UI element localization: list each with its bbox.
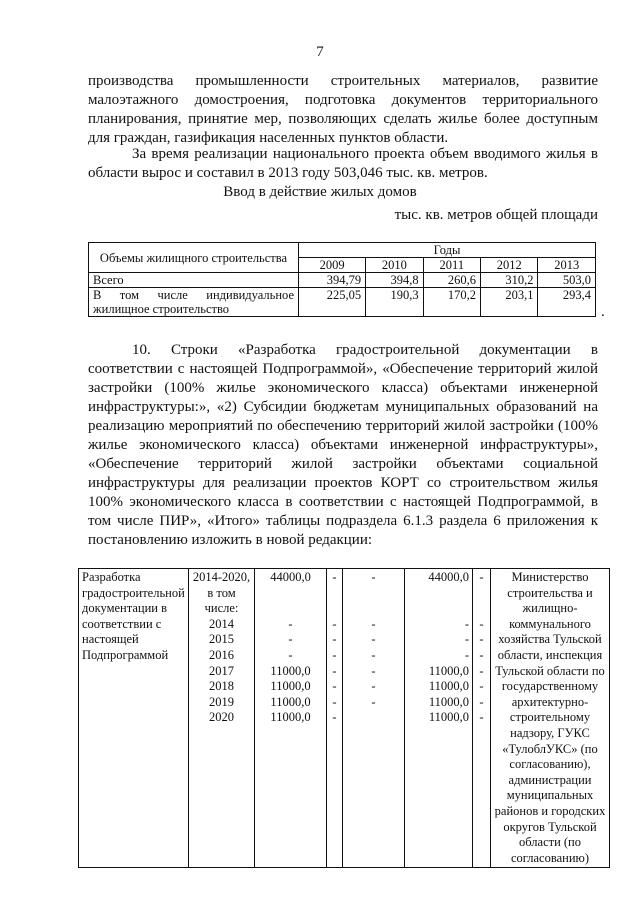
trailing-mark: . bbox=[601, 304, 605, 320]
housing-table bbox=[88, 242, 596, 317]
dash-cell: - bbox=[371, 679, 376, 694]
year-cell: 2009 bbox=[299, 258, 366, 273]
value-cell: 190,3 bbox=[366, 288, 423, 317]
dash-cell: - bbox=[332, 663, 337, 678]
activity-name: Разработка градостроительной документации в соответствии с настоящей Подпрограммой bbox=[79, 569, 189, 868]
year-cell: 2013 bbox=[538, 258, 596, 273]
paragraph-1: производства промышленности строительных материалов, развитие малоэтажного домостроения, подготовка документов территориального планирования, принятие мер, позволяющих сделать жилье более доступным для граждан, газификация населенных пунктов области. bbox=[88, 73, 598, 146]
amount-cell: - bbox=[464, 647, 469, 662]
year-cell: 2014 bbox=[209, 616, 234, 631]
value-cell: 260,6 bbox=[423, 273, 480, 288]
amount-cell: - bbox=[288, 632, 293, 647]
year-cell: 2018 bbox=[209, 679, 234, 694]
dash-cell: - bbox=[479, 694, 484, 709]
paragraph-3: 10. Строки «Разработка градостроительной документации в соответствии с настоящей Подпрограммой», «Обеспечение территорий жилой застройки (100% жилье экономического класса) объектами инженерной инфраструктуры:», «2) Субсидии бюджетам муниципальных образований на реализацию мероприятий по обеспечению территорий жилой застройки (100% жилье экономического класса) объектами инженерной инфраструктуры», «Обеспечение территорий жилой застройки объектами социальной инфраструктуры для реализации проектов КОРТ со строительством жилья 100% экономического класса в соответствии с настоящей Подпрограммой, в том числе ПИР», «Итого» таблицы подраздела 6.1.3 раздела 6 приложения к постановлению изложить в новой редакции: bbox=[88, 342, 598, 548]
amount-cell: - bbox=[464, 616, 469, 631]
dash-cell: - bbox=[332, 632, 337, 647]
dash-cell: - bbox=[479, 663, 484, 678]
col4-column bbox=[343, 569, 405, 868]
table-units: тыс. кв. метров общей площади bbox=[394, 207, 598, 223]
year-cell: 2017 bbox=[209, 663, 234, 678]
dash-cell: - bbox=[479, 710, 484, 725]
amount-cell: 11000,0 bbox=[428, 710, 469, 725]
dash-cell: - bbox=[479, 632, 484, 647]
col6-column bbox=[473, 569, 491, 868]
amount-cell: 11000,0 bbox=[270, 663, 311, 678]
dash-cell: - bbox=[371, 663, 376, 678]
dash-cell: - bbox=[332, 647, 337, 662]
housing-table-header bbox=[89, 243, 596, 258]
dash-cell: - bbox=[332, 694, 337, 709]
dash-cell: - bbox=[371, 694, 376, 709]
row-label: Всего bbox=[89, 273, 299, 288]
col3-column bbox=[327, 569, 343, 868]
amount-total: 44000,0 bbox=[270, 570, 311, 584]
value-cell: 293,4 bbox=[538, 288, 596, 317]
year-cell: 2015 bbox=[209, 632, 234, 647]
amount-cell: 11000,0 bbox=[428, 679, 469, 694]
year-cell: 2016 bbox=[209, 647, 234, 662]
amount-cell: - bbox=[288, 616, 293, 631]
value-cell: 394,8 bbox=[366, 273, 423, 288]
col6-total: - bbox=[479, 570, 484, 584]
responsible-executors: Министерство строительства и жилищно-коммунального хозяйства Тульской области, инспекция Тульской области по государственному архитектурно-строительному надзору, ГУКС «ТулоблУКС» (по согласованию), администрации муниципальных районов и городских округов Тульской области (по согласованию) bbox=[491, 569, 610, 868]
period-column bbox=[189, 569, 255, 868]
col4-total: - bbox=[371, 570, 376, 584]
dash-cell: - bbox=[332, 679, 337, 694]
dash-cell bbox=[346, 710, 401, 726]
dash-cell: - bbox=[332, 710, 337, 725]
year-cell: 2012 bbox=[481, 258, 538, 273]
value-cell: 503,0 bbox=[538, 273, 596, 288]
row-label: В том числе индивидуальное жилищное строительство bbox=[89, 288, 299, 317]
col5-total: 44000,0 bbox=[428, 570, 469, 584]
amount-cell: 11000,0 bbox=[270, 710, 311, 725]
value-cell: 394,79 bbox=[299, 273, 366, 288]
dash-cell: - bbox=[479, 647, 484, 662]
subprogram-table bbox=[78, 568, 610, 868]
table-row bbox=[89, 288, 596, 317]
year-cell: 2010 bbox=[366, 258, 423, 273]
dash-cell: - bbox=[479, 616, 484, 631]
amount-cell: - bbox=[464, 632, 469, 647]
housing-years-header: Годы bbox=[299, 243, 596, 258]
value-cell: 310,2 bbox=[481, 273, 538, 288]
period-label: 2014-2020, в том числе: bbox=[192, 570, 251, 616]
value-cell: 170,2 bbox=[423, 288, 480, 317]
dash-cell: - bbox=[371, 647, 376, 662]
value-cell: 225,05 bbox=[299, 288, 366, 317]
page-number: 7 bbox=[316, 44, 324, 60]
year-cell: 2019 bbox=[209, 694, 234, 709]
dash-cell: - bbox=[371, 616, 376, 631]
amount-cell: 11000,0 bbox=[428, 694, 469, 709]
amount-cell: 11000,0 bbox=[428, 663, 469, 678]
value-cell: 203,1 bbox=[481, 288, 538, 317]
col3-total: - bbox=[332, 570, 337, 584]
dash-cell: - bbox=[479, 679, 484, 694]
amount-cell: - bbox=[288, 647, 293, 662]
dash-cell: - bbox=[371, 632, 376, 647]
housing-col-header: Объемы жилищного строительства bbox=[89, 243, 299, 273]
table-row bbox=[89, 273, 596, 288]
table-caption: Ввод в действие жилых домов bbox=[223, 184, 417, 200]
year-cell: 2020 bbox=[209, 710, 234, 725]
amount-column bbox=[255, 569, 327, 868]
dash-cell: - bbox=[332, 616, 337, 631]
amount-cell: 11000,0 bbox=[270, 679, 311, 694]
col5-column bbox=[405, 569, 473, 868]
table-row bbox=[79, 569, 610, 868]
year-cell: 2011 bbox=[423, 258, 480, 273]
paragraph-2: За время реализации национального проекта объем вводимого жилья в области вырос и составил в 2013 году 503,046 тыс. кв. метров. bbox=[88, 146, 598, 181]
amount-cell: 11000,0 bbox=[270, 694, 311, 709]
